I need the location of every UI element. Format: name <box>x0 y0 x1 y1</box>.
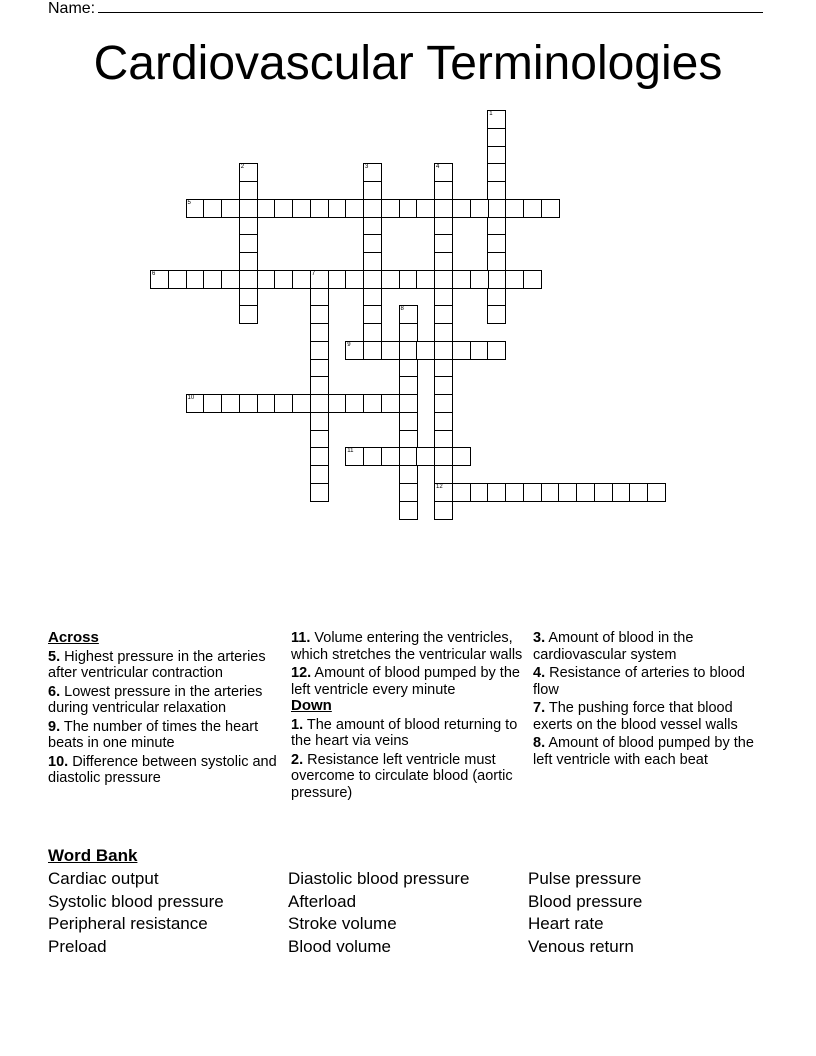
grid-cell[interactable] <box>487 252 506 271</box>
clue-text: Amount of blood pumped by the left ventricle every minute <box>291 665 520 698</box>
clue-text: The pushing force that blood exerts on the blood vessel walls <box>533 700 738 733</box>
grid-cell[interactable] <box>345 447 364 466</box>
clue-number-label: 11 <box>347 448 354 455</box>
grid-cell[interactable] <box>257 394 276 413</box>
grid-cell[interactable] <box>470 341 489 360</box>
word-bank-item: Diastolic blood pressure <box>288 869 470 888</box>
grid-cell[interactable] <box>541 199 560 218</box>
grid-cell[interactable] <box>186 199 205 218</box>
grid-cell[interactable] <box>239 305 258 324</box>
clue-column-2 <box>291 630 527 801</box>
grid-cell[interactable] <box>310 394 329 413</box>
grid-cell[interactable] <box>363 288 382 307</box>
grid-cell[interactable] <box>487 270 506 289</box>
clue-number: 12. <box>291 665 312 681</box>
clue-text: Difference between systolic and diastolic pressure <box>48 753 277 786</box>
clue-number-label: 2 <box>240 164 245 171</box>
grid-cell[interactable] <box>399 199 418 218</box>
across-clue-6 <box>48 684 284 717</box>
grid-cell[interactable] <box>381 341 400 360</box>
clue-number: 3. <box>533 630 546 646</box>
grid-cell[interactable] <box>363 217 382 236</box>
word-bank-item: Blood pressure <box>528 892 643 911</box>
grid-cell[interactable] <box>310 341 329 360</box>
grid-cell[interactable] <box>381 199 400 218</box>
grid-cell[interactable] <box>399 430 418 449</box>
grid-cell[interactable] <box>363 323 382 342</box>
clue-number: 9. <box>48 718 61 735</box>
grid-cell[interactable] <box>647 483 666 502</box>
grid-cell[interactable] <box>239 217 258 236</box>
clue-number: 10. <box>48 753 69 770</box>
grid-cell[interactable] <box>434 430 453 449</box>
clue-number-label: 5 <box>187 199 191 206</box>
grid-cell[interactable] <box>363 305 382 324</box>
grid-cell[interactable] <box>399 447 418 466</box>
clue-text: Lowest pressure in the arteries during ventricular relaxation <box>48 683 263 716</box>
grid-cell[interactable] <box>434 270 453 289</box>
grid-cell[interactable] <box>487 217 506 236</box>
grid-cell[interactable] <box>345 199 364 218</box>
grid-cell[interactable] <box>274 199 293 218</box>
grid-cell[interactable] <box>345 394 364 413</box>
grid-cell[interactable] <box>523 483 542 502</box>
down-clue-4 <box>533 665 769 698</box>
clue-number: 8. <box>533 735 546 751</box>
grid-cell[interactable] <box>381 447 400 466</box>
grid-cell[interactable] <box>168 270 187 289</box>
grid-cell[interactable] <box>239 394 258 413</box>
grid-cell[interactable] <box>434 376 453 395</box>
grid-cell[interactable] <box>239 181 258 200</box>
across-clue-11 <box>291 630 527 663</box>
grid-cell[interactable] <box>470 270 489 289</box>
grid-cell[interactable] <box>452 270 471 289</box>
grid-cell[interactable] <box>505 270 524 289</box>
grid-cell[interactable] <box>594 483 613 502</box>
grid-cell[interactable] <box>399 412 418 431</box>
grid-cell[interactable] <box>239 252 258 271</box>
grid-cell[interactable] <box>381 270 400 289</box>
grid-cell[interactable] <box>487 483 506 502</box>
grid-cell[interactable] <box>434 163 453 182</box>
grid-cell[interactable] <box>505 483 524 502</box>
grid-cell[interactable] <box>203 394 222 413</box>
across-clue-12 <box>291 665 527 698</box>
grid-cell[interactable] <box>487 128 506 147</box>
down-heading: Down <box>291 697 332 714</box>
grid-cell[interactable] <box>470 199 489 218</box>
clue-number-label: 4 <box>436 164 440 171</box>
grid-cell[interactable] <box>487 181 506 200</box>
grid-cell[interactable] <box>363 163 382 182</box>
grid-cell[interactable] <box>239 270 258 289</box>
clue-number-label: 7 <box>311 270 316 277</box>
grid-cell[interactable] <box>399 270 418 289</box>
grid-cell[interactable] <box>328 394 347 413</box>
clue-text: The amount of blood returning to the heart via veins <box>291 716 518 749</box>
grid-cell[interactable] <box>399 501 418 520</box>
grid-cell[interactable] <box>328 270 347 289</box>
grid-cell[interactable] <box>292 199 311 218</box>
down-clue-3 <box>533 630 769 663</box>
clue-number-label: 10 <box>187 395 195 401</box>
grid-cell[interactable] <box>186 394 205 413</box>
grid-cell[interactable] <box>487 163 506 182</box>
grid-cell[interactable] <box>399 394 418 413</box>
grid-cell[interactable] <box>239 163 258 182</box>
grid-cell[interactable] <box>434 394 453 413</box>
grid-cell[interactable] <box>434 465 453 484</box>
grid-cell[interactable] <box>470 483 489 502</box>
grid-cell[interactable] <box>399 323 418 342</box>
grid-cell[interactable] <box>310 376 329 395</box>
down-clue-1 <box>291 717 527 750</box>
clue-number: 1. <box>291 716 304 733</box>
clue-number-label: 3 <box>365 164 369 171</box>
grid-cell[interactable] <box>434 447 453 466</box>
grid-cell[interactable] <box>186 270 205 289</box>
grid-cell[interactable] <box>239 234 258 253</box>
down-clue-8 <box>533 735 769 768</box>
grid-cell[interactable] <box>310 412 329 431</box>
grid-cell[interactable] <box>363 270 382 289</box>
grid-cell[interactable] <box>399 359 418 378</box>
grid-cell[interactable] <box>363 341 382 360</box>
grid-cell[interactable] <box>399 341 418 360</box>
grid-cell[interactable] <box>434 199 453 218</box>
grid-cell[interactable] <box>239 199 258 218</box>
clue-text: Amount of blood in the cardiovascular system <box>533 630 694 663</box>
grid-cell[interactable] <box>310 483 329 502</box>
grid-cell[interactable] <box>310 323 329 342</box>
grid-cell[interactable] <box>399 465 418 484</box>
grid-cell[interactable] <box>452 199 471 218</box>
grid-cell[interactable] <box>310 430 329 449</box>
grid-cell[interactable] <box>363 447 382 466</box>
grid-cell[interactable] <box>221 394 240 413</box>
clue-number: 4. <box>533 665 546 681</box>
word-bank-item: Blood volume <box>288 937 392 956</box>
grid-cell[interactable] <box>434 252 453 271</box>
grid-cell[interactable] <box>257 199 276 218</box>
grid-cell[interactable] <box>274 394 293 413</box>
clue-text: The number of times the heart beats in one minute <box>48 718 259 751</box>
grid-cell[interactable] <box>452 341 471 360</box>
grid-cell[interactable] <box>416 447 435 466</box>
grid-cell[interactable] <box>629 483 648 502</box>
grid-cell[interactable] <box>434 341 453 360</box>
grid-cell[interactable] <box>203 270 222 289</box>
grid-cell[interactable] <box>523 199 542 218</box>
grid-cell[interactable] <box>363 394 382 413</box>
across-heading: Across <box>48 629 99 646</box>
across-clue-5 <box>48 649 284 682</box>
grid-cell[interactable] <box>310 288 329 307</box>
grid-cell[interactable] <box>363 252 382 271</box>
grid-cell[interactable] <box>434 483 453 502</box>
word-bank-item: Preload <box>48 937 107 956</box>
clue-column-1 <box>48 630 284 787</box>
grid-cell[interactable] <box>487 199 506 218</box>
clue-text: Resistance left ventricle must overcome to circulate blood (aortic pressure) <box>291 751 513 801</box>
word-bank-title: Word Bank <box>48 846 138 865</box>
grid-cell[interactable] <box>310 270 329 289</box>
clue-column-3 <box>533 630 769 768</box>
grid-cell[interactable] <box>328 199 347 218</box>
grid-cell[interactable] <box>363 181 382 200</box>
word-bank-item: Systolic blood pressure <box>48 892 224 911</box>
name-label: Name: <box>48 0 96 17</box>
grid-cell[interactable] <box>434 181 453 200</box>
grid-cell[interactable] <box>558 483 577 502</box>
grid-cell[interactable] <box>487 341 506 360</box>
clue-text: Volume entering the ventricles, which stretches the ventricular walls <box>291 630 523 663</box>
grid-cell[interactable] <box>345 270 364 289</box>
clue-number-label: 12 <box>436 483 443 490</box>
grid-cell[interactable] <box>576 483 595 502</box>
grid-cell[interactable] <box>452 483 471 502</box>
grid-cell[interactable] <box>257 270 276 289</box>
word-bank-item: Pulse pressure <box>528 869 642 888</box>
grid-cell[interactable] <box>612 483 631 502</box>
grid-cell[interactable] <box>274 270 293 289</box>
word-bank-item: Stroke volume <box>288 914 397 933</box>
grid-cell[interactable] <box>487 305 506 324</box>
grid-cell[interactable] <box>363 234 382 253</box>
grid-cell[interactable] <box>310 447 329 466</box>
grid-cell[interactable] <box>221 199 240 218</box>
grid-cell[interactable] <box>487 146 506 165</box>
clue-number-label: 6 <box>152 270 156 277</box>
name-blank-line[interactable] <box>98 0 763 13</box>
grid-cell[interactable] <box>150 270 169 289</box>
word-bank-item: Venous return <box>528 937 634 956</box>
grid-cell[interactable] <box>381 394 400 413</box>
grid-cell[interactable] <box>292 270 311 289</box>
grid-cell[interactable] <box>399 376 418 395</box>
grid-cell[interactable] <box>399 305 418 324</box>
grid-cell[interactable] <box>345 341 364 360</box>
word-bank-item: Afterload <box>288 892 357 911</box>
clue-number: 11. <box>291 630 311 646</box>
grid-cell[interactable] <box>416 199 435 218</box>
grid-cell[interactable] <box>487 234 506 253</box>
clue-text: Resistance of arteries to blood flow <box>533 665 745 698</box>
across-clue-9 <box>48 719 284 752</box>
clue-number: 5. <box>48 648 61 665</box>
clue-text: Amount of blood pumped by the left ventricle with each beat <box>533 735 754 768</box>
clue-text: Highest pressure in the arteries after ventricular contraction <box>48 648 266 681</box>
grid-cell[interactable] <box>434 323 453 342</box>
grid-cell[interactable] <box>434 501 453 520</box>
grid-cell[interactable] <box>203 199 222 218</box>
grid-cell[interactable] <box>434 359 453 378</box>
grid-cell[interactable] <box>221 270 240 289</box>
word-bank-item: Peripheral resistance <box>48 914 208 933</box>
clue-number: 2. <box>291 751 304 768</box>
grid-cell[interactable] <box>416 270 435 289</box>
clue-number-label: 9 <box>347 341 351 348</box>
across-clue-10 <box>48 754 284 787</box>
grid-cell[interactable] <box>434 234 453 253</box>
grid-cell[interactable] <box>310 305 329 324</box>
grid-cell[interactable] <box>541 483 560 502</box>
clue-number-label: 1 <box>489 111 493 117</box>
grid-cell[interactable] <box>416 341 435 360</box>
page-title: Cardiovascular Terminologies <box>93 37 723 90</box>
grid-cell[interactable] <box>505 199 524 218</box>
grid-cell[interactable] <box>239 288 258 307</box>
grid-cell[interactable] <box>523 270 542 289</box>
grid-cell[interactable] <box>310 199 329 218</box>
grid-cell[interactable] <box>452 447 471 466</box>
grid-cell[interactable] <box>487 110 506 129</box>
clue-number-label: 8 <box>400 306 404 313</box>
grid-cell[interactable] <box>434 288 453 307</box>
grid-cell[interactable] <box>434 217 453 236</box>
grid-cell[interactable] <box>434 412 453 431</box>
down-clue-7 <box>533 700 769 733</box>
grid-cell[interactable] <box>434 305 453 324</box>
clue-number: 6. <box>48 683 61 700</box>
grid-cell[interactable] <box>363 199 382 218</box>
word-bank-item: Cardiac output <box>48 869 159 888</box>
word-bank-item: Heart rate <box>528 914 604 933</box>
grid-cell[interactable] <box>399 483 418 502</box>
grid-cell[interactable] <box>310 465 329 484</box>
clue-number: 7. <box>533 700 546 716</box>
grid-cell[interactable] <box>487 288 506 307</box>
name-field <box>48 0 763 18</box>
grid-cell[interactable] <box>310 359 329 378</box>
down-clue-2 <box>291 752 527 802</box>
grid-cell[interactable] <box>292 394 311 413</box>
